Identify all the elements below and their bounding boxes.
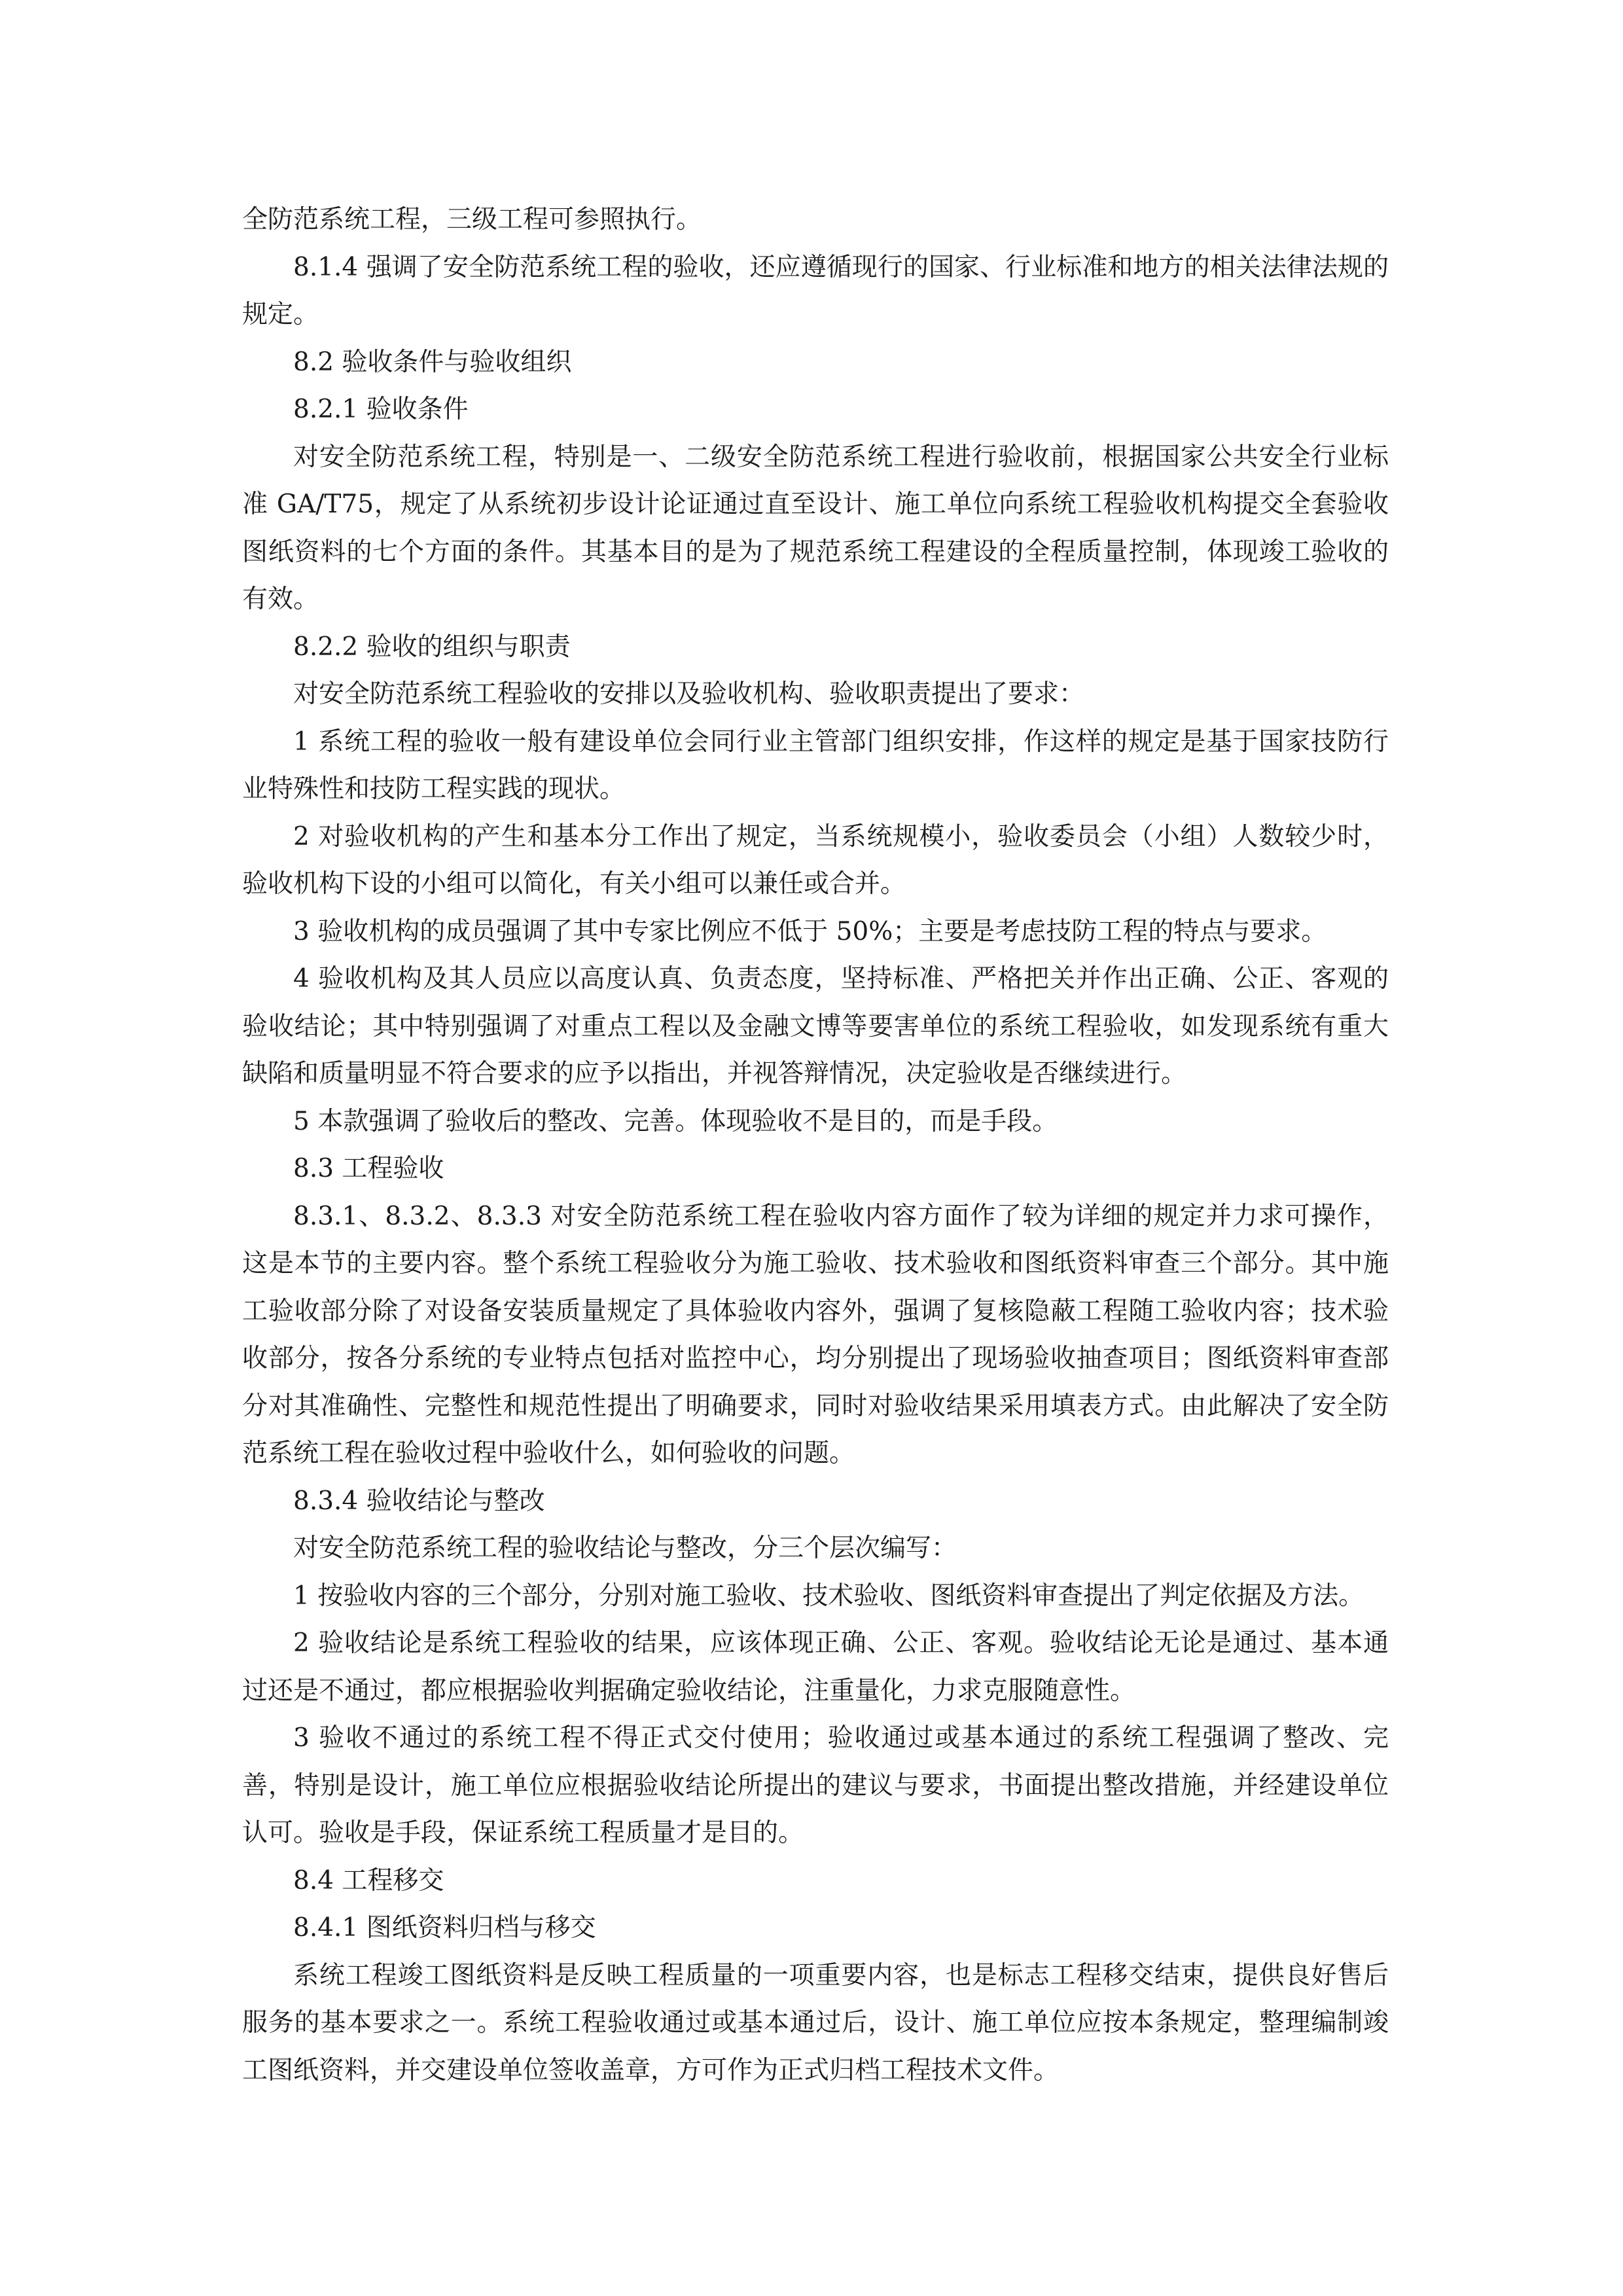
paragraph-conclusion-intro: 对安全防范系统工程的验收结论与整改，分三个层次编写：: [293, 1534, 957, 1563]
paragraph-8-1-4: 8.1.4 强调了安全防范系统工程的验收，还应遵循现行的国家、行业标准和地方的相关法律法规的规定。: [242, 252, 1389, 329]
paragraph-8-3-1-to-8-3-3: 8.3.1、8.3.2、8.3.3 对安全防范系统工程在验收内容方面作了较为详细的规定并力求可操作，这是本节的主要内容。整个系统工程验收分为施工验收、技术验收和图纸资料审查三个部分。其中施工验收部分除了对设备安装质量规定了具体验收内容外，强调了复核隐蔽工程随工验收内容；技术验收部分，按各分系统的专业特点包括对监控中心，均分别提出了现场验收抽查项目；图纸资料审查部分对其准确性、完整性和规范性提出了明确要求，同时对验收结果采用填表方式。由此解决了安全防范系统工程在验收过程中验收什么，如何验收的问题。: [242, 1201, 1389, 1468]
list-item-3: 3 验收机构的成员强调了其中专家比例应不低于 50%；主要是考虑技防工程的特点与要求。: [293, 916, 1327, 946]
section-heading-8-4: 8.4 工程移交: [293, 1865, 444, 1895]
list-item-conclusion-1: 1 按验收内容的三个部分，分别对施工验收、技术验收、图纸资料审查提出了判定依据及方法。: [293, 1581, 1364, 1611]
section-heading-8-2: 8.2 验收条件与验收组织: [293, 347, 572, 377]
list-item-2: 2 对验收机构的产生和基本分工作出了规定，当系统规模小，验收委员会（小组）人数较少时，验收机构下设的小组可以简化，有关小组可以兼任或合并。: [242, 821, 1389, 899]
section-heading-8-2-1: 8.2.1 验收条件: [293, 395, 469, 424]
paragraph-acceptance-conditions: 对安全防范系统工程，特别是一、二级安全防范系统工程进行验收前，根据国家公共安全行业标准 GA/T75，规定了从系统初步设计论证通过直至设计、施工单位向系统工程验收机构提交全套验收图纸资料的七个方面的条件。其基本目的是为了规范系统工程建设的全程质量控制，体现竣工验收的有效。: [242, 442, 1389, 614]
section-heading-8-2-2: 8.2.2 验收的组织与职责: [293, 632, 571, 662]
list-item-1: 1 系统工程的验收一般有建设单位会同行业主管部门组织安排，作这样的规定是基于国家技防行业特殊性和技防工程实践的现状。: [242, 726, 1389, 804]
section-heading-8-3-4: 8.3.4 验收结论与整改: [293, 1486, 545, 1516]
paragraph-organization-intro: 对安全防范系统工程验收的安排以及验收机构、验收职责提出了要求：: [293, 679, 1085, 709]
section-heading-8-3: 8.3 工程验收: [293, 1154, 444, 1183]
section-heading-8-4-1: 8.4.1 图纸资料归档与移交: [293, 1913, 596, 1943]
list-item-conclusion-2: 2 验收结论是系统工程验收的结果，应该体现正确、公正、客观。验收结论无论是通过、基本通过还是不通过，都应根据验收判据确定验收结论，注重量化，力求克服随意性。: [242, 1628, 1389, 1706]
document-page: [242, 196, 1389, 2094]
list-item-conclusion-3: 3 验收不通过的系统工程不得正式交付使用；验收通过或基本通过的系统工程强调了整改、完善，特别是设计，施工单位应根据验收结论所提出的建议与要求，书面提出整改措施，并经建设单位认可。验收是手段，保证系统工程质量才是目的。: [242, 1723, 1389, 1848]
paragraph-archive-handover: 系统工程竣工图纸资料是反映工程质量的一项重要内容，也是标志工程移交结束，提供良好售后服务的基本要求之一。系统工程验收通过或基本通过后，设计、施工单位应按本条规定，整理编制竣工图纸资料，并交建设单位签收盖章，方可作为正式归档工程技术文件。: [242, 1960, 1389, 2085]
list-item-5: 5 本款强调了验收后的整改、完善。体现验收不是目的，而是手段。: [293, 1106, 1058, 1136]
list-item-4: 4 验收机构及其人员应以高度认真、负责态度，坚持标准、严格把关并作出正确、公正、客观的验收结论；其中特别强调了对重点工程以及金融文博等要害单位的系统工程验收，如发现系统有重大缺陷和质量明显不符合要求的应予以指出，并视答辩情况，决定验收是否继续进行。: [242, 964, 1389, 1088]
paragraph-continuation: 全防范系统工程，三级工程可参照执行。: [242, 205, 702, 234]
